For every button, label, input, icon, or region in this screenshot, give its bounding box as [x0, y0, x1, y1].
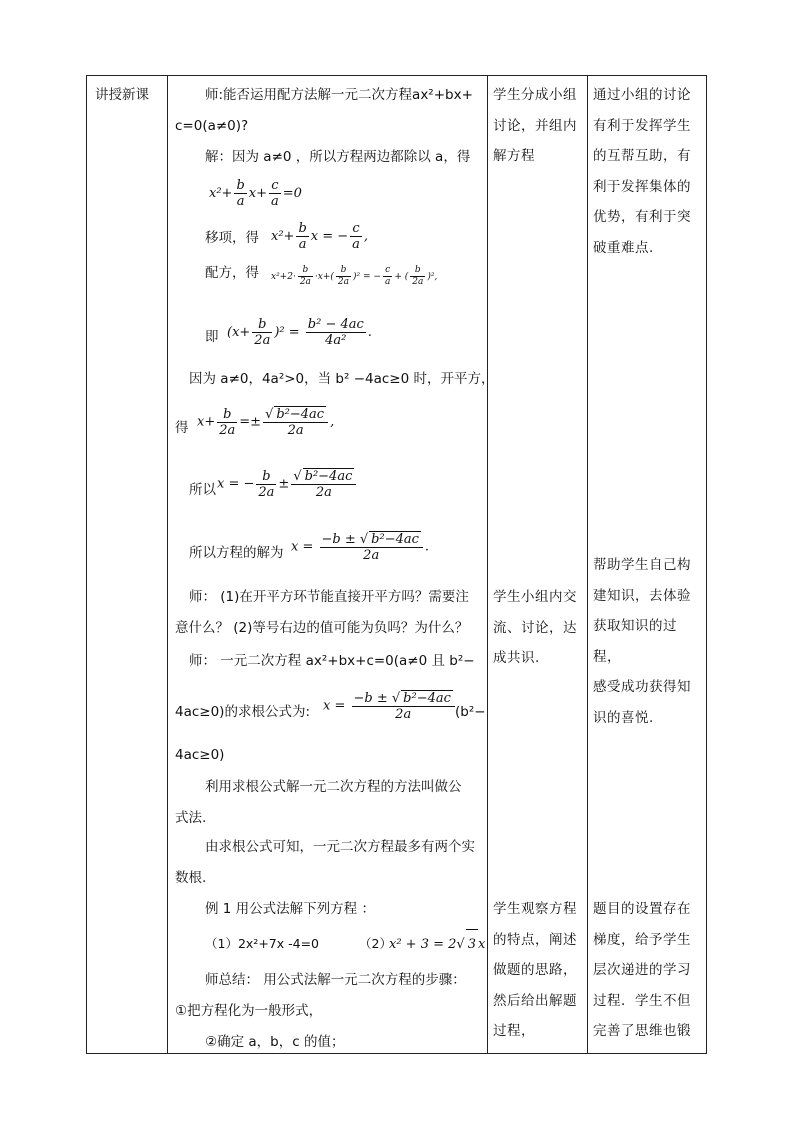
purpose-2: 帮助学生自己构 建知识，去体验 获取知识的过程， 感受成功获得知 识的喜悦.	[593, 557, 691, 726]
summary-line: 师总结： 用公式法解一元二次方程的步骤：	[205, 972, 466, 988]
student-column	[493, 80, 585, 1055]
example-title: 例 1 用公式法解下列方程 ：	[205, 901, 375, 917]
quadratic-formula: x = $\frac{\text{−b ± √ b²−4ac}}{2a}$	[323, 690, 457, 722]
equation-square-form: (x+ $\frac{b}{2a}$ )² = $\frac{\text{b² − 4ac}}{\text{4a²}}$ .	[227, 317, 372, 348]
student-activity-2: 学生小组内交 流、讨论，达 成共识.	[493, 589, 577, 666]
method-line2: 式法.	[175, 810, 207, 826]
question-1-line2: c=0(a≠0)?	[175, 118, 249, 134]
formula-line2: 4ac≥0)的求根公式为:	[175, 704, 310, 720]
de-label: 得	[175, 420, 189, 436]
equation-divided: x²+ $\frac{b}{a}$ x+ $\frac{c}{a}$ =0	[209, 178, 302, 209]
question-2-line2: 意什么？ (2)等号右边的值可能为负吗？为什么？	[175, 620, 469, 636]
formula-line3: 4ac≥0)	[175, 747, 225, 763]
example-2-label: （2）	[359, 936, 392, 951]
equation-completed: x²+2· $\frac{b}{2a}$ ·x+( $\frac{b}{2a}$ )² = − $\frac{c}{a}$ + ( $\frac{b}{2a}$ )²,	[271, 265, 438, 287]
column-divider	[587, 76, 588, 1053]
equation-sqrt: x+ $\frac{b}{2a}$ =± $\frac{\text{√ b²−4ac}}{2a}$ ,	[197, 406, 335, 438]
teacher-column	[175, 80, 495, 1055]
purpose-column	[593, 80, 703, 1055]
move-label: 移项，得	[205, 230, 259, 246]
lesson-table	[86, 75, 707, 1054]
knowledge-line1: 由求根公式可知，一元二次方程最多有两个实	[205, 839, 475, 855]
condition-line: 因为 a≠0，4a²>0，当 b² −4ac≥0 时，开平方，	[189, 371, 495, 387]
column-divider	[487, 76, 488, 1053]
complete-square-label: 配方，得	[205, 265, 259, 281]
student-activity-3: 学生观察方程 的特点，阐述 做题的思路， 然后给出解题 过程，	[493, 901, 577, 1039]
example-2-equation: x² + 3 = 2√ 3 x	[389, 929, 485, 961]
equation-moved: x²+ $\frac{b}{a}$ x = − $\frac{c}{a}$ ,	[271, 221, 369, 252]
formula-condition: (b²−	[455, 704, 486, 720]
question-1-line1: 师:能否运用配方法解一元二次方程ax²+bx+	[205, 87, 473, 103]
student-activity-1: 学生分成小组 讨论，并组内 解方程	[493, 87, 577, 164]
ie-label: 即	[205, 329, 219, 345]
formula-line1: 师： 一元二次方程 ax²+bx+c=0(a≠0 且 b²−	[189, 653, 475, 669]
row-label: 讲授新课	[95, 87, 149, 103]
equation-solution: x = $\frac{\text{−b ± √ b²−4ac}}{2a}$ .	[291, 532, 430, 563]
purpose-3: 题目的设置存在 梯度，给予学生 层次递进的学习 过程．学生不但 完善了思维也锻	[593, 901, 691, 1039]
example-1: （1）2x²+7x -4=0	[205, 936, 320, 951]
step-2: ②确定 a，b，c 的值；	[205, 1034, 345, 1050]
solution-label: 所以方程的解为	[189, 545, 284, 561]
purpose-1: 通过小组的讨论 有利于发挥学生 的互帮互助，有 利于发挥集体的 优势，有利于突 破重难点.	[593, 87, 691, 256]
column-divider	[167, 76, 168, 1053]
question-2-line1: 师： (1)在开平方环节能直接开平方吗？需要注	[189, 589, 469, 605]
knowledge-line2: 数根.	[175, 870, 207, 886]
step-1: ①把方程化为一般形式，	[175, 1003, 323, 1019]
equation-so: x = − $\frac{b}{2a}$ ± $\frac{\text{√ b²−4ac}}{2a}$	[217, 468, 358, 500]
so-label: 所以	[189, 482, 216, 498]
method-line1: 利用求根公式解一元二次方程的方法叫做公	[205, 779, 462, 795]
solution-intro: 解：因为 a≠0 ，所以方程两边都除以 a，得	[205, 149, 471, 165]
